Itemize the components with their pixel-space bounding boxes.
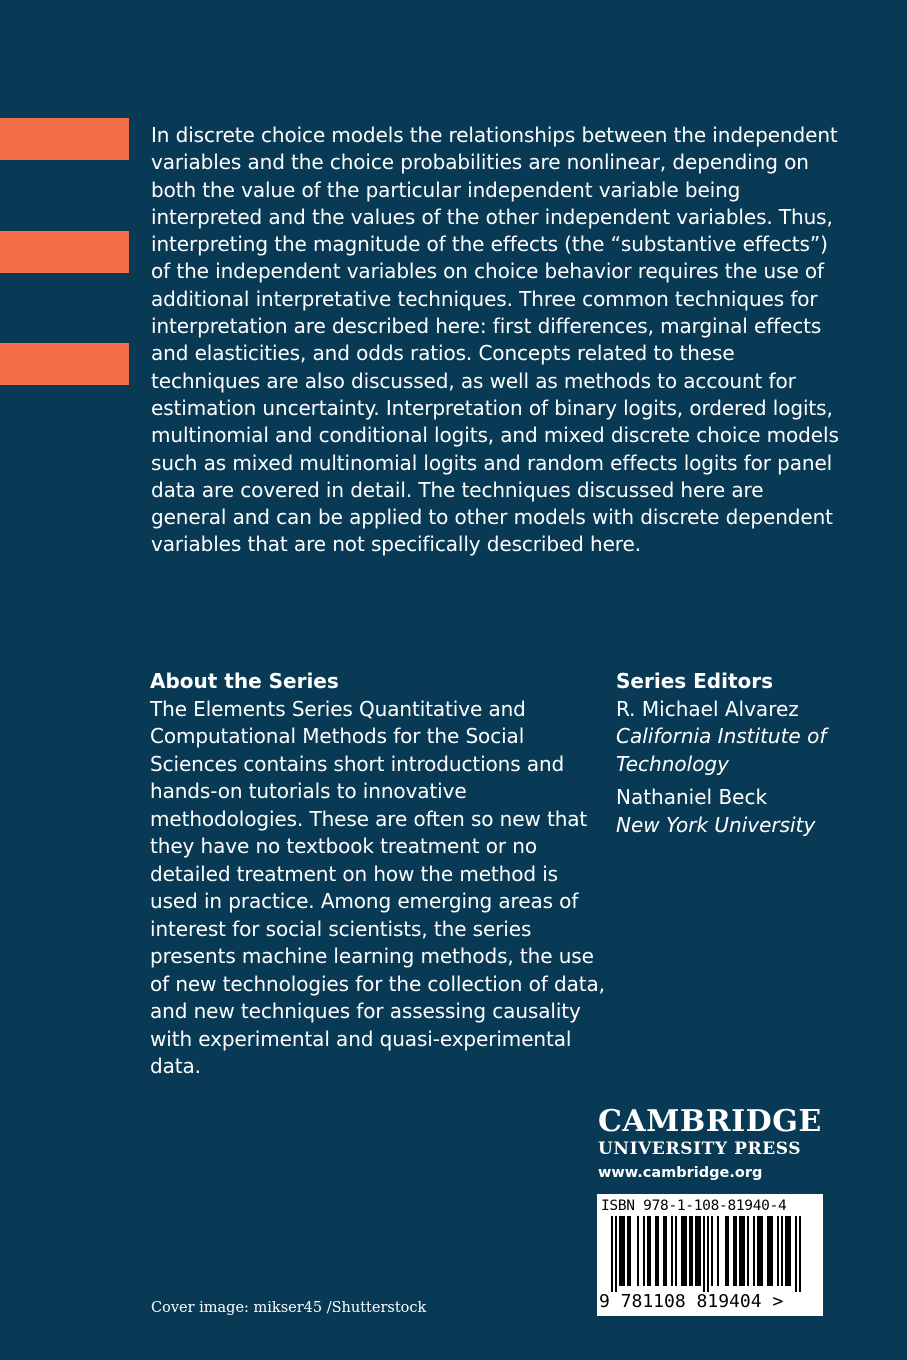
- barcode-bar: [649, 1216, 651, 1286]
- barcode-bar: [727, 1216, 729, 1286]
- barcode-bar: [699, 1216, 701, 1286]
- about-series-heading: About the Series: [150, 669, 339, 693]
- barcode-bar: [637, 1216, 639, 1286]
- barcode-bar: [655, 1216, 657, 1286]
- barcode-bars: [603, 1216, 813, 1292]
- barcode-bar: [611, 1216, 613, 1292]
- barcode-bar: [781, 1216, 783, 1286]
- barcode-bar: [787, 1216, 789, 1286]
- barcode-bar: [799, 1216, 801, 1292]
- barcode-bar: [681, 1216, 683, 1286]
- accent-bar-bottom: [0, 343, 129, 385]
- barcode-bar: [623, 1216, 625, 1286]
- barcode-bar: [665, 1216, 667, 1286]
- barcode-digits: 9 781108 819404 >: [599, 1291, 784, 1312]
- barcode-bar: [695, 1216, 697, 1286]
- barcode-bar: [725, 1216, 727, 1286]
- editor-institution: New York University: [616, 812, 816, 837]
- barcode-bar: [711, 1216, 713, 1286]
- publisher-url: www.cambridge.org: [598, 1165, 763, 1181]
- barcode-bar: [621, 1216, 623, 1286]
- barcode-bar: [747, 1216, 749, 1286]
- barcode-bar: [769, 1216, 771, 1286]
- editor-name: Nathaniel Beck: [616, 785, 768, 809]
- series-editors-section: [616, 668, 856, 839]
- publisher-logo: [598, 1106, 828, 1184]
- about-series-section: [150, 668, 605, 1081]
- editor-name: R. Michael Alvarez: [616, 696, 799, 721]
- barcode-bar: [647, 1216, 649, 1286]
- cover-image-credit: Cover image: mikser45 /Shutterstock: [151, 1300, 427, 1316]
- barcode-bar: [757, 1216, 759, 1286]
- barcode-bar: [771, 1216, 773, 1286]
- barcode-bar: [629, 1216, 631, 1286]
- barcode-bar: [691, 1216, 693, 1286]
- barcode-bar: [753, 1216, 755, 1286]
- barcode-bar: [643, 1216, 645, 1286]
- editor-entry: [616, 696, 856, 779]
- barcode-bar: [759, 1216, 761, 1286]
- editor-institution: California Institute of Technology: [616, 724, 827, 776]
- barcode-bar: [685, 1216, 687, 1286]
- barcode-bar: [689, 1216, 691, 1286]
- barcode-bar: [743, 1216, 745, 1286]
- barcode-bar: [707, 1216, 709, 1292]
- barcode-bar: [619, 1216, 621, 1286]
- barcode-bar: [657, 1216, 659, 1286]
- barcode-bar: [675, 1216, 677, 1286]
- isbn-barcode: [597, 1194, 823, 1316]
- barcode-bar: [627, 1216, 629, 1286]
- barcode-bar: [683, 1216, 685, 1286]
- accent-bar-middle: [0, 231, 129, 273]
- isbn-label: ISBN 978-1-108-81940-4: [601, 1198, 787, 1214]
- barcode-bar: [739, 1216, 741, 1286]
- publisher-name: CAMBRIDGE: [598, 1104, 822, 1139]
- barcode-bar: [761, 1216, 763, 1286]
- barcode-bar: [789, 1216, 791, 1286]
- editor-entry: [616, 784, 856, 839]
- barcode-bar: [777, 1216, 779, 1286]
- barcode-bar: [741, 1216, 743, 1286]
- barcode-bar: [663, 1216, 665, 1286]
- barcode-bar: [703, 1216, 705, 1292]
- barcode-bar: [717, 1216, 719, 1286]
- barcode-bar: [697, 1216, 699, 1286]
- series-editors-heading: Series Editors: [616, 669, 774, 693]
- publisher-subname: UNIVERSITY PRESS: [598, 1139, 802, 1159]
- barcode-bar: [735, 1216, 737, 1286]
- accent-bar-top: [0, 118, 129, 160]
- barcode-bar: [795, 1216, 797, 1292]
- barcode-bar: [733, 1216, 735, 1286]
- barcode-bar: [671, 1216, 673, 1286]
- barcode-bar: [785, 1216, 787, 1286]
- about-series-text: The Elements Series Quantitative and Computational Methods for the Social Sciences contains short introductions and hands-on tutorials to innovative methodologies. These are often so new that they have no textbook treatment or no detailed treatment on how the method is used in practice. Among emerging areas of interest for social scientists, the series presents machine learning methods, the use of new technologies for the collection of data, and new techniques for assessing causality with experimental and quasi-experimental data.: [150, 696, 605, 1078]
- barcode-bar: [767, 1216, 769, 1286]
- barcode-bar: [615, 1216, 617, 1292]
- book-abstract: In discrete choice models the relationships between the independent variables and the choice probabilities are nonlinear, depending on both the value of the particular independent variable being interpreted and the values of the other independent variables. Thus, interpreting the magnitude of the effects (the “substantive effects”) of the independent variables on choice behavior requires the use of additional interpretative techniques. Three common techniques for interpretation are described here: first differences, marginal effects and elasticities, and odds ratios. Concepts related to these techniques are also discussed, as well as methods to account for estimation uncertainty. Interpretation of binary logits, ordered logits, multinomial and conditional logits, and mixed discrete choice models such as mixed multinomial logits and random effects logits for panel data are covered in detail. The techniques discussed here are general and can be applied to other models with discrete dependent variables that are not specifically described here.: [151, 123, 839, 557]
